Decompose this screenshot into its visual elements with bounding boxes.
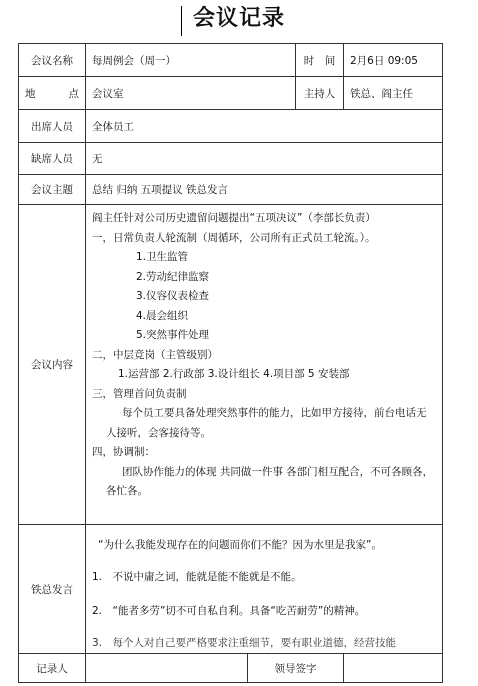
topic-value[interactable]: 总结 归纳 五项提议 铁总发言: [86, 175, 443, 205]
speech-line: 1. 不说中庸之词，能就是能不能就是不能。: [92, 571, 302, 583]
row-absent: [19, 143, 443, 175]
content-line: 2.劳动纪律监察: [136, 270, 210, 283]
row-attendees: [19, 110, 443, 143]
time-label: 时 间: [296, 44, 344, 77]
time-value[interactable]: 2月6日 09:05: [344, 44, 443, 77]
host-value[interactable]: 铁总、阎主任: [344, 77, 443, 110]
leader-sign-label: 领导签字: [248, 654, 344, 683]
content-line: 人接听，会客接待等。: [106, 426, 211, 439]
row-meeting-name: [19, 44, 443, 77]
text-cursor: [181, 6, 182, 36]
absent-value[interactable]: 无: [86, 143, 443, 175]
content-line: 三，管理首问负责制: [92, 387, 187, 400]
topic-label: 会议主题: [19, 175, 86, 205]
meeting-name-label: 会议名称: [19, 44, 86, 77]
speech-line: “为什么我能发现存在的问题而你们不能？因为水里是我家”。: [98, 539, 382, 551]
attendees-value[interactable]: 全体员工: [86, 110, 443, 143]
row-topic: [19, 175, 443, 205]
content-line: 一，日常负责人轮流制（周循环，公司所有正式员工轮流。）。: [92, 231, 376, 244]
speech-label: 铁总发言: [19, 525, 86, 654]
content-line: 阎主任针对公司历史遗留问题提出“五项决议”（李部长负责）: [92, 212, 376, 224]
content-line: 各忙各。: [106, 485, 148, 497]
speech-line: 2. “能者多劳”切不可自私自利。具备“吃苦耐劳”的精神。: [92, 605, 366, 617]
content-value[interactable]: [86, 205, 443, 525]
row-signatures: [19, 654, 443, 683]
content-line: 四，协调制：: [92, 446, 155, 458]
recorder-label: 记录人: [19, 654, 86, 683]
leader-sign-value[interactable]: [344, 654, 443, 683]
content-line: 1.卫生监管: [136, 251, 189, 263]
absent-label: 缺席人员: [19, 143, 86, 175]
speech-value[interactable]: [86, 525, 443, 654]
host-label: 主持人: [296, 77, 344, 110]
row-speech: [19, 525, 443, 654]
meeting-name-value[interactable]: 每周例会（周一）: [86, 44, 296, 77]
speech-line: 3. 每个人对自己要严格要求注重细节，要有职业道德，经营技能: [92, 637, 397, 649]
row-location: [19, 77, 443, 110]
location-value[interactable]: 会议室: [86, 77, 296, 110]
content-line: 4.晨会组织: [136, 309, 189, 322]
content-line: 5.突然事件处理: [136, 329, 210, 341]
content-line: 1.运营部 2.行政部 3.设计组长 4.项目部 5 安装部: [118, 368, 350, 380]
content-line: 团队协作能力的体现 共同做一件事 各部门相互配合，不可各顾各，: [122, 465, 434, 478]
content-line: 每个员工要具备处理突然事件的能力，比如甲方接待，前台电话无: [122, 407, 427, 419]
location-label: 地 点: [19, 77, 86, 110]
row-content: [19, 205, 443, 525]
minutes-table: [18, 43, 443, 683]
content-line: 二，中层竞岗（主管级别）: [92, 348, 218, 361]
attendees-label: 出席人员: [19, 110, 86, 143]
content-line: 3.仪容仪表检查: [136, 290, 210, 302]
recorder-value[interactable]: [86, 654, 248, 683]
content-label: 会议内容: [19, 205, 86, 525]
document-title: 会议记录: [192, 6, 285, 31]
